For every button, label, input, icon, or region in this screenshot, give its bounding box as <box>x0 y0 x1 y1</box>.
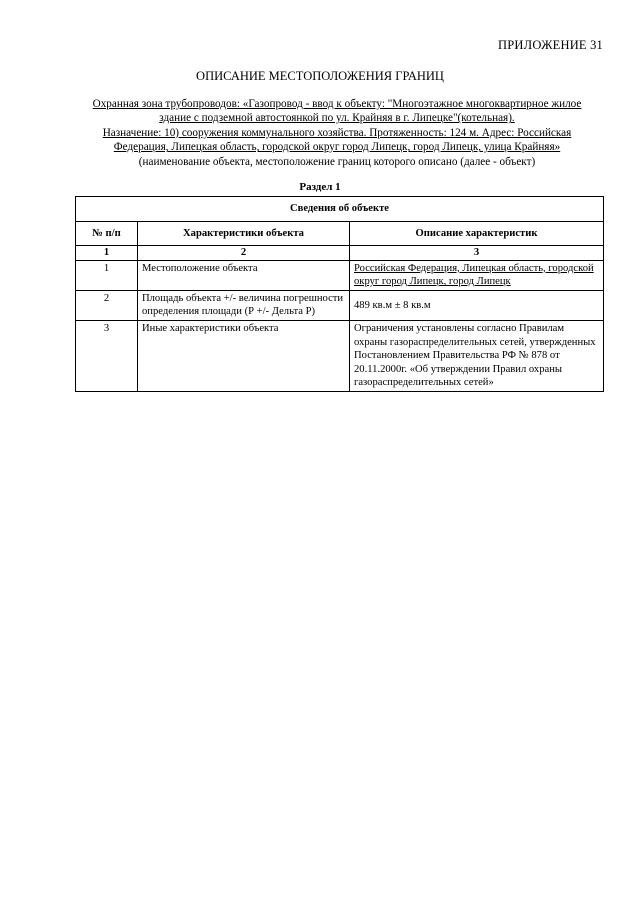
row-number: 3 <box>76 320 138 391</box>
table-row <box>76 260 604 290</box>
column-number: 2 <box>138 246 350 261</box>
object-description-line: Охранная зона трубопроводов: «Газопровод - ввод к объекту: "Многоэтажное многоквартирное жилое <box>92 98 582 110</box>
table-row <box>76 320 604 391</box>
column-header-description: Описание характеристик <box>350 222 604 246</box>
object-description-line: Назначение: 10) сооружения коммунального хозяйства. Протяженность: 124 м. Адрес: Российская <box>102 126 572 139</box>
row-number: 1 <box>76 260 138 290</box>
table-caption: Сведения об объекте <box>76 197 604 222</box>
column-number: 3 <box>350 246 604 261</box>
row-description: Ограничения установлены согласно Правилам охраны газораспределительных сетей, утвержденных Постановлением Правительства РФ № 878 от 20.11.2000г. «Об утверждении Правил охраны газораспределительных сетей» <box>350 320 604 391</box>
row-characteristic: Площадь объекта +/- величина погрешности определения площади (Р +/- Дельта Р) <box>138 290 350 320</box>
row-characteristic: Местоположение объекта <box>138 260 350 290</box>
table-header-row <box>76 222 604 246</box>
appendix-label: ПРИЛОЖЕНИЕ 31 <box>498 38 603 52</box>
object-description-note: (наименование объекта, местоположение границ которого описано (далее - объект) <box>138 155 536 168</box>
row-characteristic: Иные характеристики объекта <box>138 320 350 391</box>
section-label: Раздел 1 <box>299 181 341 193</box>
column-number-row <box>76 246 604 261</box>
object-description-line: Федерация, Липецкая область, городской округ город Липецк, город Липецк, улица Крайняя» <box>113 141 561 154</box>
row-description: Российская Федерация, Липецкая область, городской округ город Липецк, город Липецк <box>350 260 604 290</box>
object-description <box>72 97 602 169</box>
object-info-table <box>75 196 604 392</box>
object-description-line: здание с подземной автостоянкой по ул. Крайняя в г. Липецке"(котельная). <box>159 112 515 125</box>
row-description: 489 кв.м ± 8 кв.м <box>350 290 604 320</box>
column-number: 1 <box>76 246 138 261</box>
document-title: ОПИСАНИЕ МЕСТОПОЛОЖЕНИЯ ГРАНИЦ <box>196 69 444 83</box>
column-header-characteristic: Характеристики объекта <box>138 222 350 246</box>
row-number: 2 <box>76 290 138 320</box>
table-row <box>76 290 604 320</box>
column-header-number: № п/п <box>76 222 138 246</box>
